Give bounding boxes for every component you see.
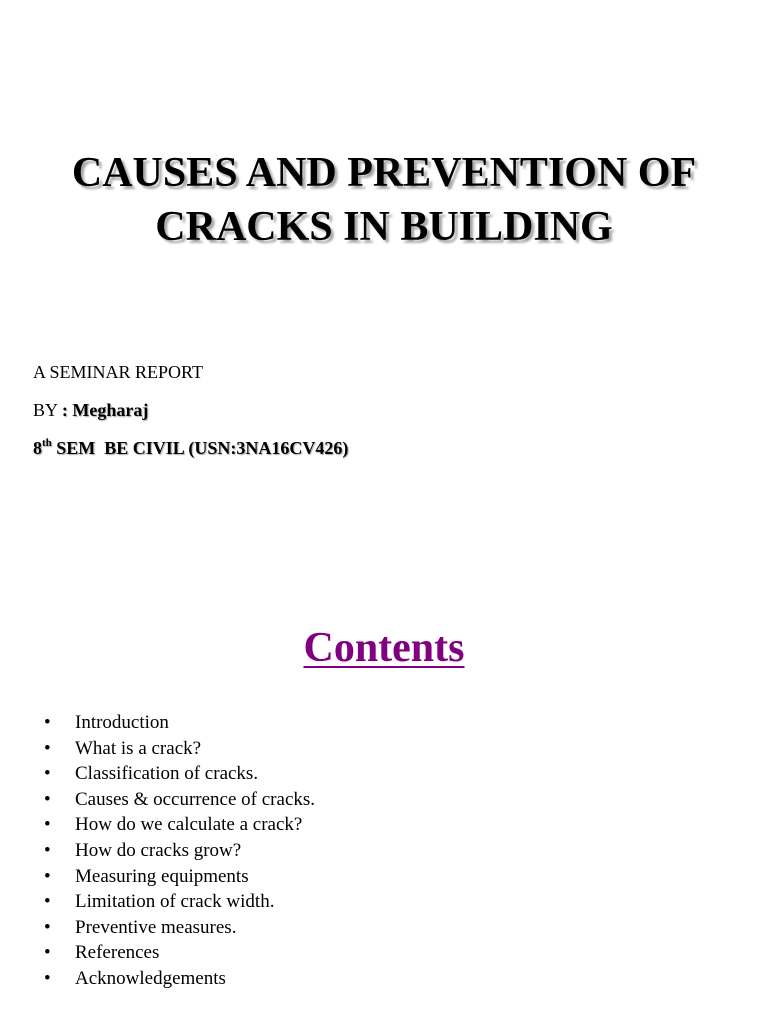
list-item [0, 864, 315, 890]
list-item [0, 940, 315, 966]
title-line-2: CRACKS IN BUILDING [155, 204, 613, 250]
bullet-icon: • [44, 891, 51, 913]
bullet-icon: • [44, 763, 51, 785]
bullet-icon: • [44, 814, 51, 836]
semester-details: SEM BE CIVIL (USN:3NA16CV426) [51, 438, 349, 458]
contents-heading [0, 622, 768, 674]
list-item [0, 787, 315, 813]
contents-list [0, 710, 315, 992]
author-line [33, 399, 148, 421]
list-item-text: How do cracks grow? [75, 839, 242, 861]
list-item-text: Limitation of crack width. [75, 891, 275, 913]
list-item [0, 915, 315, 941]
list-item-text: References [75, 942, 160, 964]
bullet-icon: • [44, 942, 51, 964]
bullet-icon: • [44, 737, 51, 759]
semester-line [33, 437, 348, 459]
bullet-icon: • [44, 967, 51, 989]
list-item-text: Preventive measures. [75, 916, 237, 938]
semester-suffix: th [42, 437, 52, 449]
bullet-icon: • [44, 839, 51, 861]
list-item [0, 736, 315, 762]
list-item [0, 761, 315, 787]
title-line-1: CAUSES AND PREVENTION OF [71, 150, 697, 196]
bullet-icon: • [44, 865, 51, 887]
report-type: A SEMINAR REPORT [33, 362, 203, 382]
list-item [0, 966, 315, 992]
bullet-icon: • [44, 712, 51, 733]
semester-number: 8 [33, 438, 42, 458]
list-item-text: Classification of cracks. [75, 763, 259, 785]
bullet-icon: • [44, 788, 51, 810]
list-item-text: What is a crack? [75, 737, 202, 759]
author-name: : Megharaj [61, 400, 149, 420]
list-item [0, 838, 315, 864]
contents-heading-text: Contents [303, 625, 465, 671]
list-item-text: Acknowledgements [75, 967, 226, 989]
list-item-text: Causes & occurrence of cracks. [75, 788, 316, 810]
list-item [0, 812, 315, 838]
list-item-text: Measuring equipments [75, 865, 249, 887]
list-item [0, 710, 315, 736]
list-item-text: Introduction [75, 712, 169, 733]
list-item-text: How do we calculate a crack? [75, 814, 303, 836]
bullet-icon: • [44, 916, 51, 938]
page-title [0, 146, 768, 254]
list-item [0, 889, 315, 915]
by-label: BY [33, 400, 58, 420]
